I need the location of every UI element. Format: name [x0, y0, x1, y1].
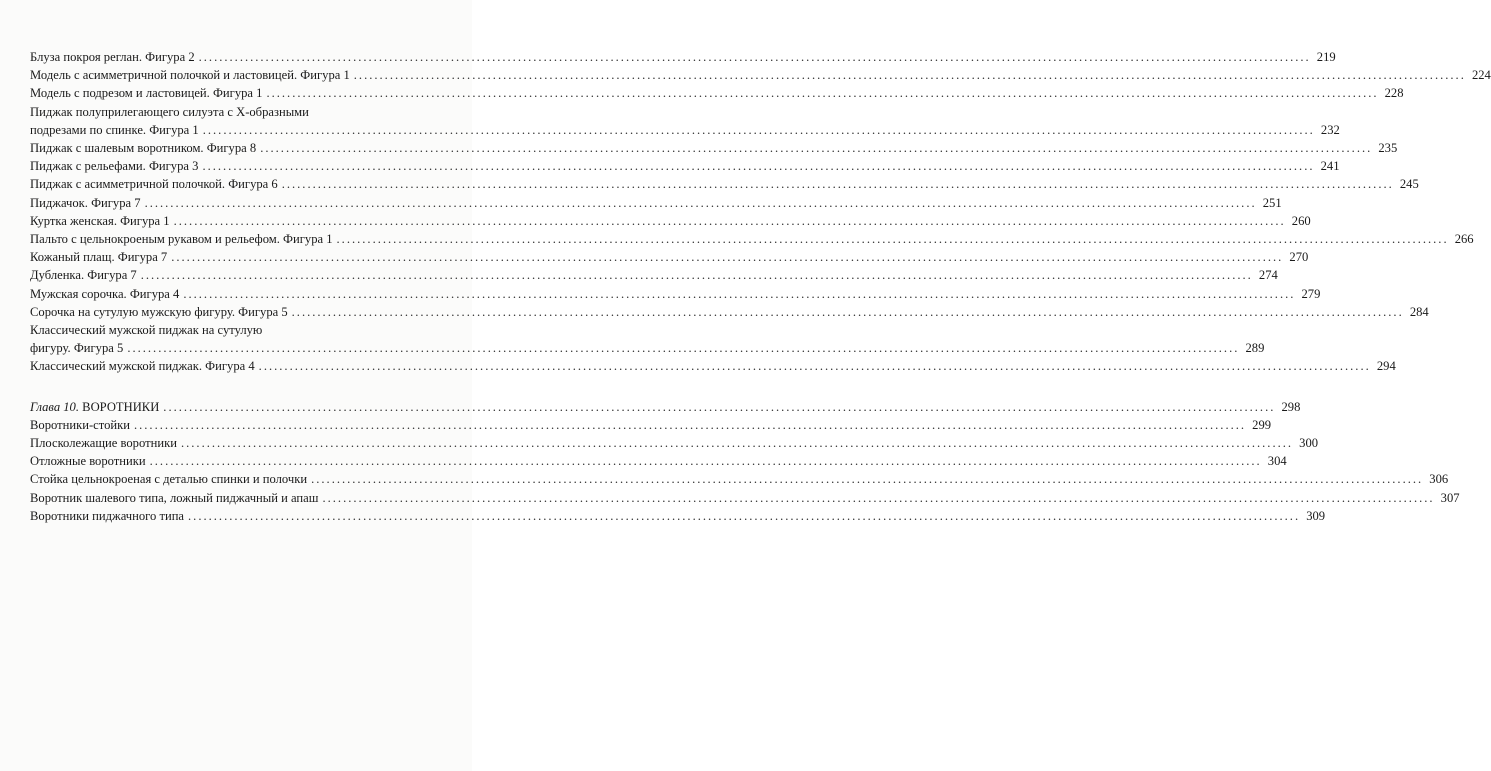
- dot-leader: [183, 285, 1295, 303]
- toc-entry-title: Модель с асимметричной полочкой и ластовицей. Фигура 1: [30, 68, 350, 83]
- chapter-name: ВОРОТНИКИ: [82, 399, 160, 414]
- toc-entry-title: Пиджак с асимметричной полочкой. Фигура 6: [30, 177, 278, 192]
- dot-leader: [292, 303, 1404, 321]
- dot-leader: [150, 452, 1262, 470]
- chapter-heading: [30, 398, 1301, 416]
- toc-entry-page: 270: [1289, 250, 1309, 265]
- toc-entry-page: 228: [1384, 86, 1404, 101]
- dot-leader: [141, 266, 1253, 284]
- toc-entry-title: Сорочка на сутулую мужскую фигуру. Фигура 5: [30, 304, 288, 319]
- toc-entry-page: 224: [1471, 68, 1491, 83]
- toc-entry-title: Отложные воротники: [30, 454, 146, 469]
- toc-entry-title: Мужская сорочка. Фигура 4: [30, 286, 180, 301]
- toc-entry: [30, 416, 1272, 434]
- toc-entry: [30, 507, 1326, 525]
- dot-leader: [127, 339, 1239, 357]
- dot-leader: [203, 121, 1315, 139]
- toc-entry-title: Стойка цельнокроеная с деталью спинки и полочки: [30, 472, 308, 487]
- toc-entry-page: 232: [1320, 122, 1340, 137]
- toc-entry-page: 274: [1258, 268, 1278, 283]
- toc-entry-title: Кожаный плащ. Фигура 7: [30, 250, 168, 265]
- toc-entry: [30, 248, 1309, 266]
- toc-entry-page: 294: [1376, 359, 1396, 374]
- dot-leader: [266, 84, 1378, 102]
- toc-entry: [30, 230, 1474, 248]
- toc-entry: [30, 66, 1491, 84]
- chapter-number: Глава 10.: [30, 399, 80, 414]
- toc-entry-title: Воротник шалевого типа, ложный пиджачный и апаш: [30, 490, 319, 505]
- dot-leader: [174, 212, 1286, 230]
- dot-leader: [145, 194, 1257, 212]
- toc-entry-title: Пальто с цельнокроеным рукавом и рельефом. Фигура 1: [30, 232, 333, 247]
- toc-entry-title: Пиджак с рельефами. Фигура 3: [30, 159, 199, 174]
- toc-entry-multiline: [30, 321, 1265, 357]
- table-of-contents: [30, 48, 1491, 525]
- toc-entry-title: Воротники-стойки: [30, 417, 130, 432]
- toc-entry-title: Пиджак с шалевым воротником. Фигура 8: [30, 141, 257, 156]
- dot-leader: [282, 175, 1394, 193]
- toc-entry: [30, 285, 1321, 303]
- toc-entry-page: 307: [1440, 490, 1460, 505]
- toc-entry-page: 299: [1252, 417, 1272, 432]
- chapter-title: [30, 398, 159, 416]
- dot-leader: [199, 48, 1311, 66]
- dot-leader: [337, 230, 1449, 248]
- toc-entry-title: Блуза покроя реглан. Фигура 2: [30, 50, 195, 64]
- section-gap: [30, 376, 416, 398]
- toc-entry-title-line2: фигуру. Фигура 5: [30, 341, 124, 356]
- dot-leader: [202, 157, 1314, 175]
- toc-entry: [30, 157, 1340, 175]
- toc-entry: [30, 489, 1460, 507]
- toc-entry-page: 235: [1378, 141, 1398, 156]
- toc-entry-page: 304: [1267, 454, 1287, 469]
- toc-entry-title: Воротники пиджачного типа: [30, 508, 185, 523]
- toc-entry: [30, 194, 1282, 212]
- toc-entry: [30, 266, 1278, 284]
- toc-entry: [30, 434, 1319, 452]
- toc-entry-title-line1: Пиджак полуприлегающего силуэта с Х-образными: [30, 104, 309, 119]
- toc-entry: [30, 212, 1311, 230]
- dot-leader: [134, 416, 1246, 434]
- toc-entry-title: Плосколежащие воротники: [30, 436, 177, 451]
- dot-leader: [259, 357, 1371, 375]
- toc-entry-page: 245: [1399, 177, 1419, 192]
- toc-entry: [30, 84, 1404, 102]
- toc-entry: [30, 303, 1429, 321]
- toc-entry-title: Пиджачок. Фигура 7: [30, 195, 141, 210]
- dot-leader: [260, 139, 1372, 157]
- dot-leader: [171, 248, 1283, 266]
- toc-entry-page: 300: [1299, 436, 1319, 451]
- toc-entry-page: 241: [1320, 159, 1340, 174]
- toc-entry-page: 266: [1454, 232, 1474, 247]
- dot-leader: [163, 398, 1275, 416]
- toc-entry-title: Модель с подрезом и ластовицей. Фигура 1: [30, 86, 263, 101]
- toc-entry-page: 306: [1429, 472, 1449, 487]
- toc-entry-page: 279: [1301, 286, 1321, 301]
- dot-leader: [322, 489, 1434, 507]
- toc-entry: [30, 357, 1396, 375]
- toc-entry-page: 260: [1291, 213, 1311, 228]
- toc-entry-page: 219: [1316, 50, 1336, 64]
- toc-entry-title-line1: Классический мужской пиджак на сутулую: [30, 323, 263, 338]
- dot-leader: [354, 66, 1466, 84]
- dot-leader: [311, 470, 1423, 488]
- toc-entry: [30, 175, 1419, 193]
- toc-entry-page: 289: [1245, 341, 1265, 356]
- chapter-page: 298: [1281, 399, 1301, 414]
- toc-entry-multiline: [30, 103, 1340, 139]
- toc-entry: [30, 48, 1336, 66]
- toc-entry: [30, 452, 1287, 470]
- toc-entry-title-line2: подрезами по спинке. Фигура 1: [30, 122, 199, 137]
- toc-entry-title: Классический мужской пиджак. Фигура 4: [30, 359, 255, 374]
- toc-entry-page: 251: [1262, 195, 1282, 210]
- toc-entry-page: 284: [1409, 304, 1429, 319]
- toc-entry-page: 309: [1306, 508, 1326, 523]
- toc-entry-title: Дубленка. Фигура 7: [30, 268, 137, 283]
- toc-entry: [30, 470, 1449, 488]
- toc-entry-title: Куртка женская. Фигура 1: [30, 213, 170, 228]
- dot-leader: [181, 434, 1293, 452]
- dot-leader: [188, 507, 1300, 525]
- toc-entry: [30, 139, 1398, 157]
